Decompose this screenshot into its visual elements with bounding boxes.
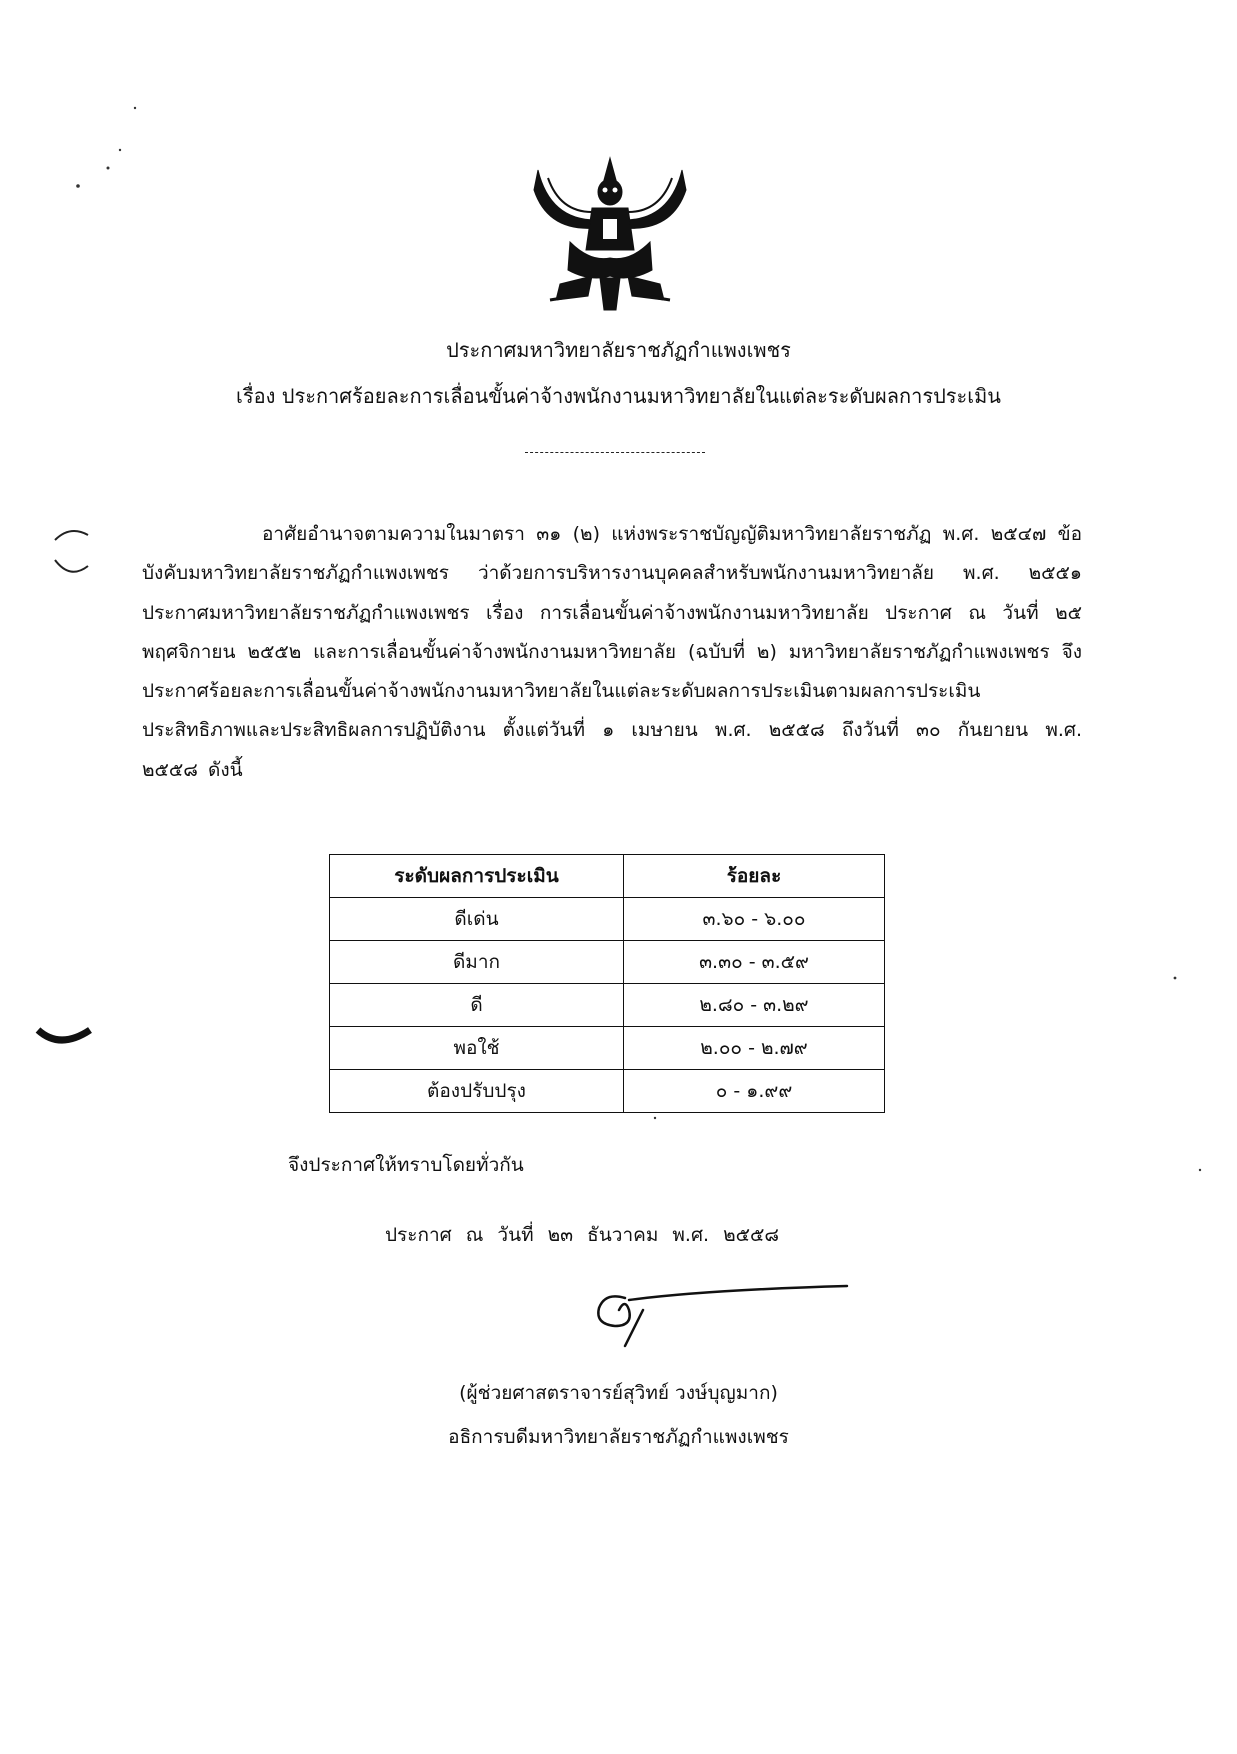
announcement-subject: เรื่อง ประกาศร้อยละการเลื่อนขั้นค่าจ้างพนักงานมหาวิทยาลัยในแต่ละระดับผลการประเมิน — [236, 384, 1001, 408]
header-percent: ร้อยละ — [624, 855, 885, 898]
body-paragraph: อาศัยอำนาจตามความในมาตรา ๓๑ (๒) แห่งพระราชบัญญัติมหาวิทยาลัยราชภัฏ พ.ศ. ๒๕๔๗ ข้อบังคับมหาวิทยาลัยราชภัฏกำแพงเพชร ว่าด้วยการบริหารงานบุคคลสำหรับพนักงานมหาวิทยาลัย พ.ศ. ๒๕๕๑ ประกาศมหาวิทยาลัยราชภัฏกำแพงเพชร เรื่อง การเลื่อนขั้นค่าจ้างพนักงานมหาวิทยาลัย ประกาศ ณ วันที่ ๒๕ พฤศจิกายน ๒๕๕๒ และการเลื่อนขั้นค่าจ้างพนักงานมหาวิทยาลัย (ฉบับที่ ๒) มหาวิทยาลัยราชภัฏกำแพงเพชร จึงประกาศร้อยละการเลื่อนขั้นค่าจ้างพนักงานมหาวิทยาลัยในแต่ละระดับผลการประเมินตามผลการประเมินประสิทธิภาพและประสิทธิผลการปฏิบัติงาน ตั้งแต่วันที่ ๑ เมษายน พ.ศ. ๒๕๕๘ ถึงวันที่ ๓๐ กันยายน พ.ศ. ๒๕๕๘ ดังนี้ — [142, 523, 1082, 781]
percent-cell: ๒.๘๐ - ๓.๒๙ — [624, 984, 885, 1027]
percent-cell: ๒.๐๐ - ๒.๗๙ — [624, 1027, 885, 1070]
table-row — [330, 898, 885, 941]
table-row — [330, 1070, 885, 1113]
announcement-date: ประกาศ ณ วันที่ ๒๓ ธันวาคม พ.ศ. ๒๕๕๘ — [385, 1224, 780, 1246]
table-header-row — [330, 855, 885, 898]
evaluation-table — [329, 854, 885, 1113]
table-row — [330, 1027, 885, 1070]
signer-name: (ผู้ช่วยศาสตราจารย์สุวิทย์ วงษ์บุญมาก) — [459, 1382, 778, 1404]
level-cell: ต้องปรับปรุง — [330, 1070, 624, 1113]
table-row — [330, 984, 885, 1027]
level-cell: ดี — [330, 984, 624, 1027]
percent-cell: ๓.๖๐ - ๖.๐๐ — [624, 898, 885, 941]
percent-cell: ๓.๓๐ - ๓.๕๙ — [624, 941, 885, 984]
level-cell: ดีมาก — [330, 941, 624, 984]
handwritten-signature — [585, 1280, 855, 1350]
announcement-org-title: ประกาศมหาวิทยาลัยราชภัฏกำแพงเพชร — [446, 338, 791, 362]
header-divider — [525, 452, 705, 453]
table-row — [330, 941, 885, 984]
signer-title: อธิการบดีมหาวิทยาลัยราชภัฏกำแพงเพชร — [448, 1426, 789, 1448]
garuda-emblem-icon — [530, 150, 690, 315]
level-cell: ดีเด่น — [330, 898, 624, 941]
header-level: ระดับผลการประเมิน — [330, 855, 624, 898]
percent-cell: ๐ - ๑.๙๙ — [624, 1070, 885, 1113]
level-cell: พอใช้ — [330, 1027, 624, 1070]
closing-statement: จึงประกาศให้ทราบโดยทั่วกัน — [288, 1154, 524, 1176]
